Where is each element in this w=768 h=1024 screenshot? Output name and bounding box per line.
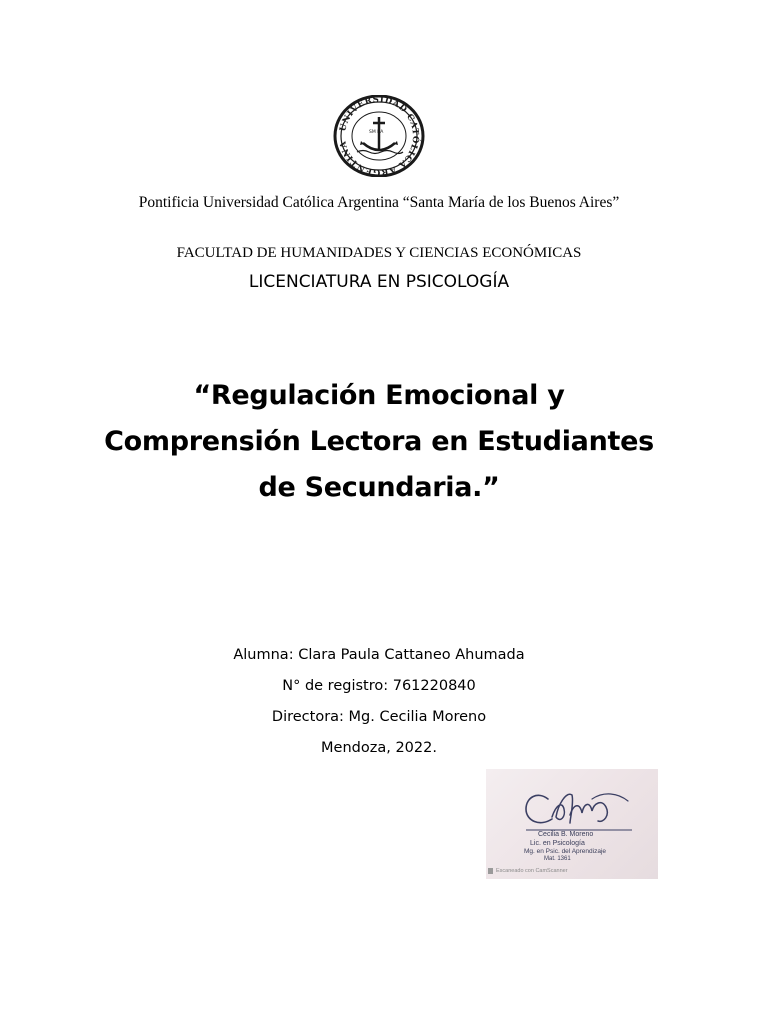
stamp-specialty: Mg. en Psic. del Aprendizaje [524, 848, 607, 855]
seal-ring-text: UNIVERSIDAD CATÓLICA ARGENTINA [338, 95, 421, 177]
director-name: Directora: Mg. Cecilia Moreno [271, 709, 487, 725]
signature-stamp-image [486, 769, 658, 879]
faculty-name: FACULTAD DE HUMANIDADES Y CIENCIAS ECONÓMICAS [176, 245, 582, 261]
scanner-watermark: Escaneado con CamScanner [496, 868, 568, 874]
student-name: Alumna: Clara Paula Cattaneo Ahumada [233, 647, 525, 663]
handwritten-signature [486, 769, 658, 879]
thesis-title [60, 373, 698, 511]
university-name: Pontificia Universidad Católica Argentina “Santa María de los Buenos Aires” [138, 194, 620, 211]
stamp-registration: Mat. 1361 [544, 856, 571, 862]
thesis-title-line-2: Comprensión Lectora en Estudiantes [104, 426, 654, 457]
place-and-date: Mendoza, 2022. [321, 740, 437, 756]
stamp-title: Lic. en Psicología [530, 840, 585, 847]
degree-name: LICENCIATURA EN PSICOLOGÍA [248, 272, 510, 292]
stamp-name: Cecilia B. Moreno [538, 831, 594, 838]
thesis-title-line-1: “Regulación Emocional y [193, 380, 565, 411]
university-seal-logo [333, 95, 425, 177]
seal-monogram: SM BA [369, 130, 384, 135]
registry-number: N° de registro: 761220840 [282, 678, 476, 694]
thesis-title-line-3: de Secundaria.” [258, 472, 500, 503]
